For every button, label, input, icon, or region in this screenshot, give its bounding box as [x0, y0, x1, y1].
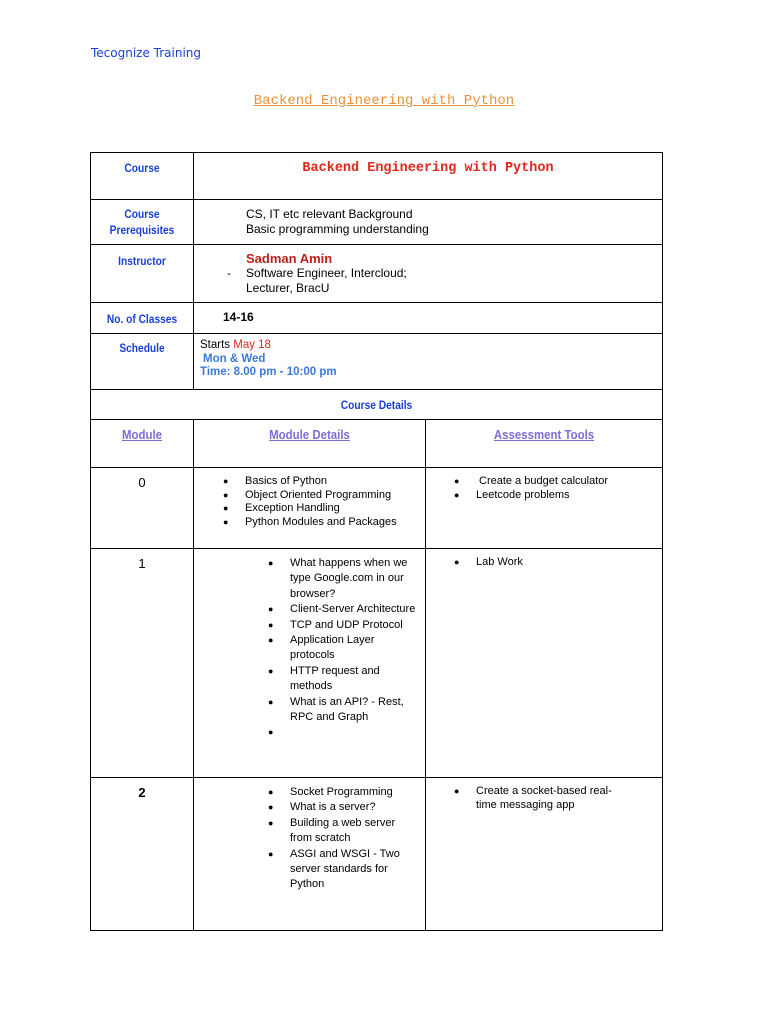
list-item: ● ASGI and WSGI - Two server standards for Python	[268, 847, 400, 891]
module-row	[91, 468, 663, 549]
list-item: ● Create a socket-based real-time messaging app	[454, 785, 612, 811]
prerequisite-item: CS, IT etc relevant Background	[246, 207, 413, 221]
module-number: 0	[138, 475, 146, 490]
prerequisite-item: Basic programming understanding	[246, 222, 429, 236]
classes-row	[91, 303, 663, 334]
list-item: ● What is a server?	[268, 801, 376, 814]
prerequisites-label: Course Prerequisites	[109, 207, 175, 237]
assessment-list	[426, 468, 662, 502]
instructor-row	[91, 245, 663, 303]
course-name: Backend Engineering with Python	[302, 161, 554, 176]
list-item: ● HTTP request and methods	[268, 664, 380, 693]
brand-name: Tecognize Training	[91, 46, 202, 60]
classes-label: No. of Classes	[106, 312, 178, 326]
module-row	[91, 778, 663, 931]
list-item: ● Leetcode problems	[454, 488, 570, 501]
course-table	[90, 152, 663, 931]
list-item: ● Exception Handling	[223, 502, 340, 515]
list-item: ● Object Oriented Programming	[223, 488, 392, 501]
list-item: ● Application Layer protocols	[268, 634, 375, 662]
schedule-row	[91, 334, 663, 390]
list-item: ● Basics of Python	[223, 475, 327, 487]
document-title: Backend Engineering with Python	[253, 93, 515, 109]
module-details-list	[194, 549, 425, 741]
prerequisites-list	[194, 200, 662, 237]
assessment-list	[426, 549, 662, 570]
list-item: ● Lab Work	[454, 556, 523, 568]
assessment-column-header: Assessment Tools	[493, 427, 595, 442]
schedule-time: Time: 8.00 pm - 10:00 pm	[200, 366, 337, 378]
list-item: ● Client-Server Architecture	[268, 603, 416, 616]
classes-value: 14-16	[223, 310, 254, 324]
module-number: 1	[138, 556, 146, 571]
module-details-list	[194, 468, 425, 529]
list-item: ● Building a web server from scratch	[268, 816, 396, 845]
instructor-info	[194, 245, 662, 296]
list-item: ●	[268, 727, 274, 738]
list-item: ● Python Modules and Packages	[223, 515, 397, 528]
course-details-heading: Course Details	[340, 398, 413, 412]
instructor-label: Instructor	[118, 254, 166, 268]
schedule-label: Schedule	[119, 341, 165, 355]
instructor-dash: -	[227, 266, 231, 280]
module-details-column-header: Module Details	[269, 427, 350, 442]
list-item: ● Create a budget calculator	[454, 475, 609, 487]
instructor-role: Software Engineer, Intercloud;	[246, 266, 407, 280]
list-item: ● What happens when we type Google.com in our browser?	[268, 557, 408, 600]
course-row	[91, 153, 663, 200]
schedule-date: May 18	[233, 339, 271, 351]
assessment-list	[426, 778, 662, 812]
module-column-header: Module	[121, 427, 163, 442]
course-details-row	[91, 390, 663, 420]
module-details-list	[194, 778, 425, 893]
course-label: Course	[124, 161, 160, 175]
schedule-info: Starts May 18 Mon & Wed Time: 8.00 pm - 10:00 pm	[194, 334, 662, 380]
module-number: 2	[138, 785, 146, 800]
instructor-role-2: Lecturer, BracU	[246, 281, 330, 295]
list-item: ● Socket Programming	[268, 786, 393, 798]
schedule-days: Mon & Wed	[203, 352, 266, 365]
prerequisites-row	[91, 200, 663, 245]
module-header-row	[91, 420, 663, 468]
module-row	[91, 549, 663, 778]
list-item: ● What is an API? - Rest, RPC and Graph	[268, 695, 404, 724]
instructor-name: Sadman Amin	[246, 251, 333, 266]
list-item: ● TCP and UDP Protocol	[268, 618, 403, 631]
